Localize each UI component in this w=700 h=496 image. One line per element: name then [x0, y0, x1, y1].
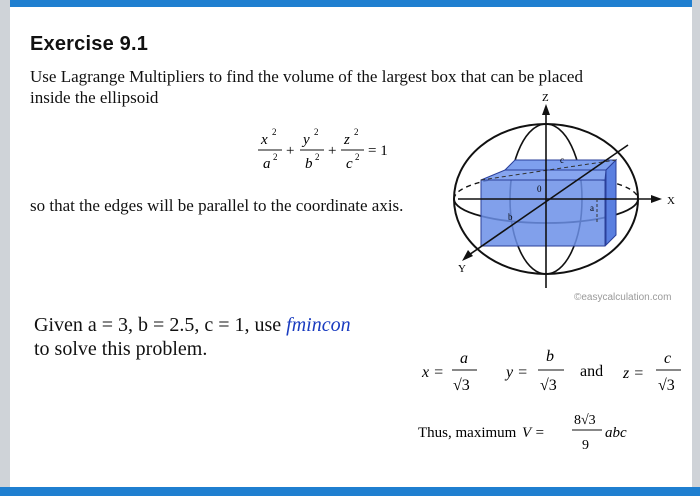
z-arrow-icon	[542, 104, 550, 115]
edges-statement: so that the edges will be parallel to the coordinate axis.	[30, 196, 404, 215]
eq-c2: c	[346, 156, 353, 172]
eq-y2-exp: 2	[314, 127, 319, 137]
v-eq: V =	[522, 425, 545, 441]
c-label: c	[560, 155, 564, 165]
x-eq: x =	[422, 364, 444, 381]
eq-x2: x	[261, 132, 268, 148]
ellipsoid-figure	[454, 104, 662, 288]
z-eq: z =	[623, 365, 645, 382]
b-label: b	[508, 212, 513, 222]
given-text: Given a = 3, b = 2.5, c = 1, use	[34, 314, 282, 336]
exercise-title: Exercise 9.1	[30, 33, 149, 55]
given-line-1	[34, 313, 351, 337]
z-den: √3	[658, 377, 675, 394]
y-arrow-icon	[462, 250, 473, 261]
eq-c2-exp: 2	[355, 152, 360, 162]
origin-label: 0	[537, 184, 542, 194]
box-top-strip	[481, 170, 606, 180]
a-label: a	[590, 203, 594, 213]
box-front-face	[481, 180, 605, 246]
z-num: c	[664, 350, 672, 367]
problem-line-2: inside the ellipsoid	[30, 88, 159, 107]
y-den: √3	[540, 377, 557, 394]
given-block	[34, 313, 351, 361]
x-den: √3	[453, 377, 470, 394]
problem-line-1: Use Lagrange Multipliers to find the volume of the largest box that can be placed	[30, 67, 583, 86]
ellipsoid-equation	[258, 127, 388, 172]
v-coef: 8√3	[574, 413, 596, 428]
eq-rhs: = 1	[368, 143, 388, 159]
y-eq: y =	[506, 364, 528, 381]
given-line-2: to solve this problem.	[34, 338, 208, 360]
eq-z2-exp: 2	[354, 127, 359, 137]
and-text: and	[580, 363, 604, 380]
x-arrow-icon	[651, 195, 662, 203]
eq-plus-1: +	[286, 143, 295, 159]
fmincon-function: fmincon	[286, 314, 351, 336]
eq-x2-exp: 2	[272, 127, 277, 137]
x-axis-label: X	[667, 195, 675, 207]
y-axis-label: Y	[458, 263, 466, 275]
y-num: b	[546, 348, 554, 365]
box-side-face	[606, 160, 616, 245]
eq-a2: a	[263, 156, 271, 172]
eq-b2: b	[305, 156, 313, 172]
eq-plus-2: +	[328, 143, 337, 159]
x-num: a	[460, 350, 468, 367]
z-axis-label: Z	[542, 92, 549, 104]
eq-z2: z	[344, 132, 350, 148]
solution-formulas	[418, 348, 681, 453]
eq-b2-exp: 2	[315, 152, 320, 162]
thus-text: Thus, maximum	[418, 425, 517, 441]
v-den: 9	[582, 438, 589, 453]
watermark: ©easycalculation.com	[574, 292, 672, 303]
v-abc: abc	[605, 425, 627, 441]
eq-a2-exp: 2	[273, 152, 278, 162]
eq-y2: y	[303, 132, 310, 148]
